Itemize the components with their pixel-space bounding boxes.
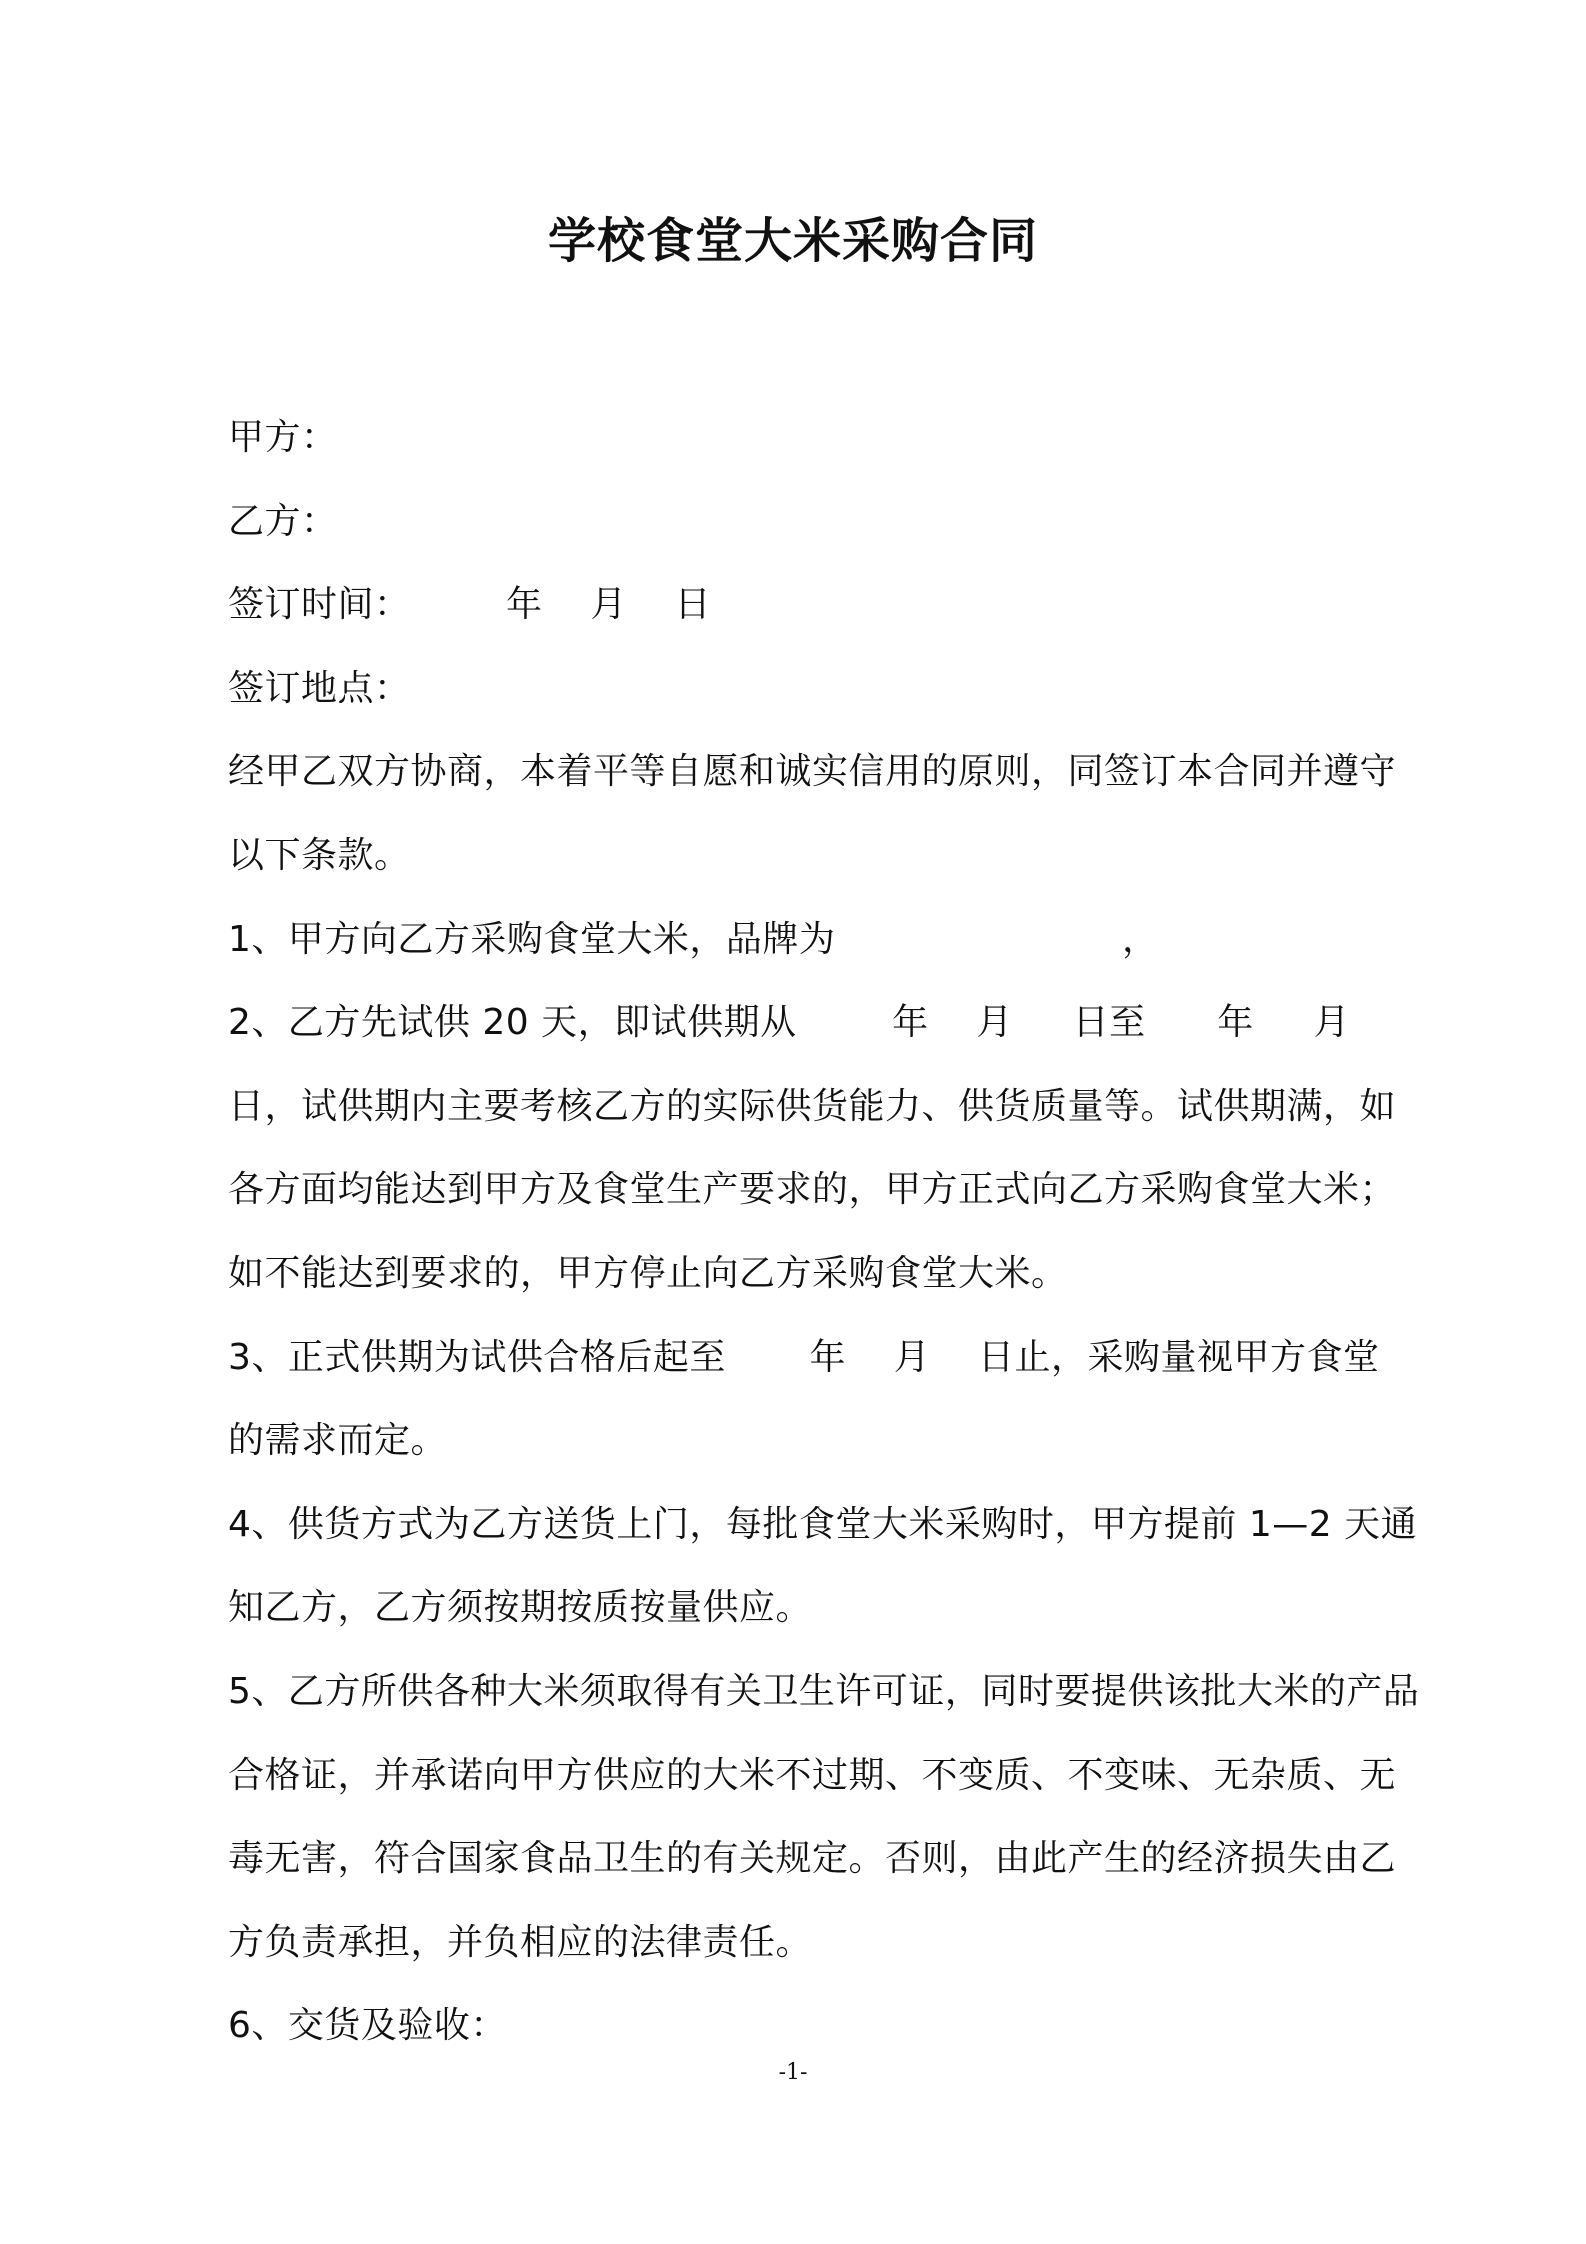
clause-3-line-1: 3、正式供期为试供合格后起至 年 月 日止，采购量视甲方食堂 — [228, 1336, 1380, 1378]
document-title: 学校食堂大米采购合同 — [547, 213, 1038, 269]
clause-4-line-2: 知乙方，乙方须按期按质按量供应。 — [228, 1587, 813, 1629]
text-line-party-a: 甲方： — [228, 417, 338, 458]
text-line-party-b: 乙方： — [228, 500, 338, 542]
page-number: -1- — [778, 2060, 808, 2085]
clause-2-line-4: 如不能达到要求的，甲方停止向乙方采购食堂大米。 — [228, 1252, 1068, 1294]
text-line-preamble-1: 经甲乙双方协商，本着平等自愿和诚实信用的原则，同签订本合同并遵守 — [228, 751, 1397, 793]
clause-4-line-1: 4、供货方式为乙方送货上门，每批食堂大米采购时，甲方提前 1—2 天通 — [228, 1503, 1418, 1545]
clause-5-line-3: 毒无害，符合国家食品卫生的有关规定。否则，由此产生的经济损失由乙 — [228, 1838, 1397, 1880]
clause-2-line-3: 各方面均能达到甲方及食堂生产要求的，甲方正式向乙方采购食堂大米； — [228, 1169, 1397, 1211]
clause-2-line-2: 日，试供期内主要考核乙方的实际供货能力、供货质量等。试供期满，如 — [228, 1085, 1397, 1127]
clause-5-line-4: 方负责承担，并负相应的法律责任。 — [228, 1921, 813, 1963]
document-body — [228, 396, 1428, 2068]
clause-6-line-1: 6、交货及验收： — [228, 2005, 507, 2047]
clause-5-line-2: 合格证，并承诺向甲方供应的大米不过期、不变质、不变味、无杂质、无 — [228, 1754, 1397, 1796]
clause-1-line-1: 1、甲方向乙方采购食堂大米，品牌为 ， — [228, 918, 1159, 960]
clause-3-line-2: 的需求而定。 — [228, 1420, 448, 1462]
clause-2-line-1: 2、乙方先试供 20 天，即试供期从 年 月 日至 年 月 — [228, 1002, 1351, 1044]
text-line-preamble-2: 以下条款。 — [228, 834, 411, 876]
text-line-sign-date: 签订时间： 年 月 日 — [228, 584, 712, 626]
clause-5-line-1: 5、乙方所供各种大米须取得有关卫生许可证，同时要提供该批大米的产品 — [228, 1670, 1420, 1712]
text-line-sign-place: 签订地点： — [228, 667, 411, 709]
